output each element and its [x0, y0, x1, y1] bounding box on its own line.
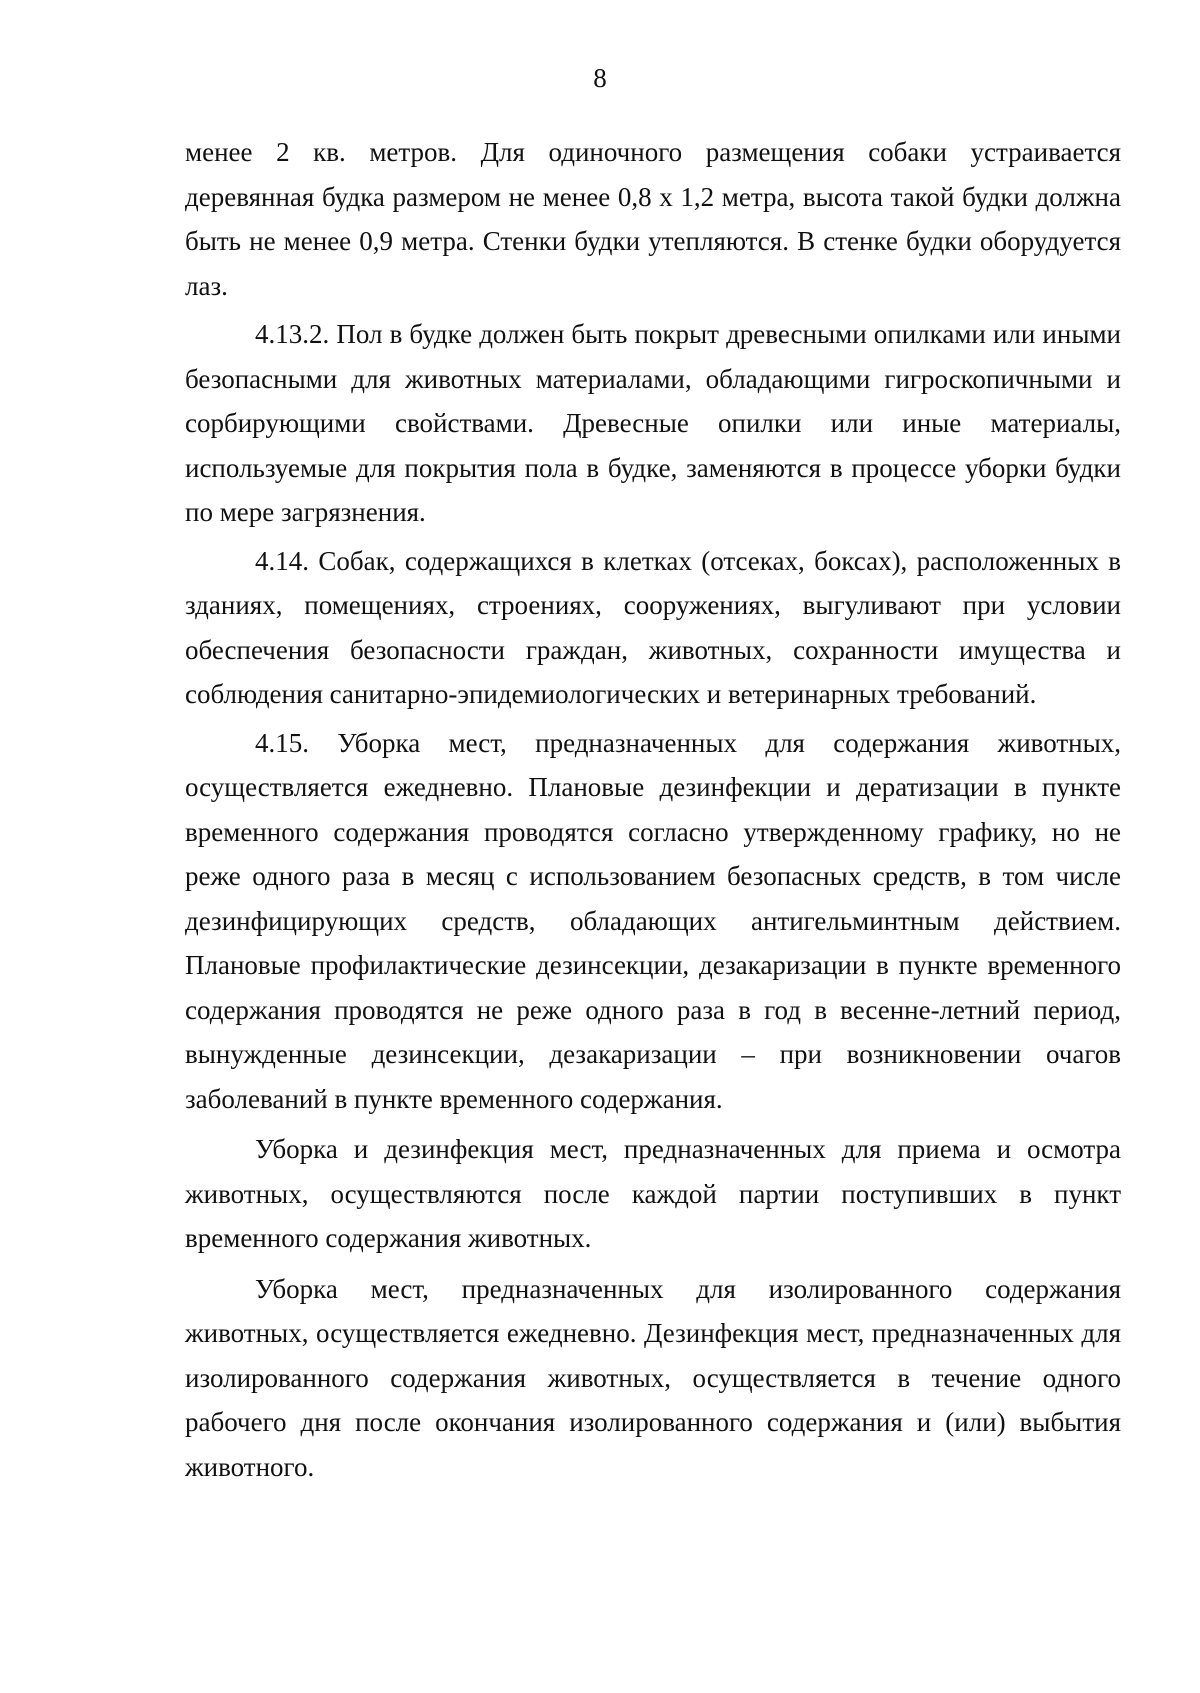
- paragraph-continuation: менее 2 кв. метров. Для одиночного размещения собаки устраивается деревянная будка размером не менее 0,8 х 1,2 метра, высота такой будки должна быть не менее 0,9 метра. Стенки будки утепляются. В стенке будки оборудуется лаз.: [185, 137, 1121, 301]
- paragraph-reception-cleaning: Уборка и дезинфекция мест, предназначенных для приема и осмотра животных, осуществляются после каждой партии поступивших в пункт временного содержания животных.: [185, 1134, 1121, 1253]
- paragraph-isolation-cleaning: Уборка мест, предназначенных для изолированного содержания животных, осуществляется ежедневно. Дезинфекция мест, предназначенных для изолированного содержания животных, осуществляется в течение одного рабочего дня после окончания изолированного содержания и (или) выбытия животного.: [185, 1273, 1121, 1482]
- paragraph-4-13-2: 4.13.2. Пол в будке должен быть покрыт древесными опилками или иными безопасными для животных материалами, обладающими гигроскопичными и сорбирующими свойствами. Древесные опилки или иные материалы, используемые для покрытия пола в будке, заменяются в процессе уборки будки по мере загрязнения.: [185, 319, 1121, 527]
- paragraph-4-15: 4.15. Уборка мест, предназначенных для содержания животных, осуществляется ежедневно. Плановые дезинфекции и дератизации в пункте временного содержания проводятся согласно утвержденному графику, но не реже одного раза в месяц с использованием безопасных средств, в том числе дезинфицирующих средств, обладающих антигельминтным действием. Плановые профилактические дезинсекции, дезакаризации в пункте временного содержания проводятся не реже одного раза в год в весенне-летний период, вынужденные дезинсекции, дезакаризации – при возникновении очагов заболеваний в пункте временного содержания.: [185, 727, 1121, 1114]
- document-body: [185, 130, 1121, 1493]
- paragraph-4-14: 4.14. Собак, содержащихся в клетках (отсеках, боксах), расположенных в зданиях, помещениях, строениях, сооружениях, выгуливают при условии обеспечения безопасности граждан, животных, сохранности имущества и соблюдения санитарно-эпидемиологических и ветеринарных требований.: [185, 545, 1121, 709]
- page-number: 8: [593, 63, 607, 93]
